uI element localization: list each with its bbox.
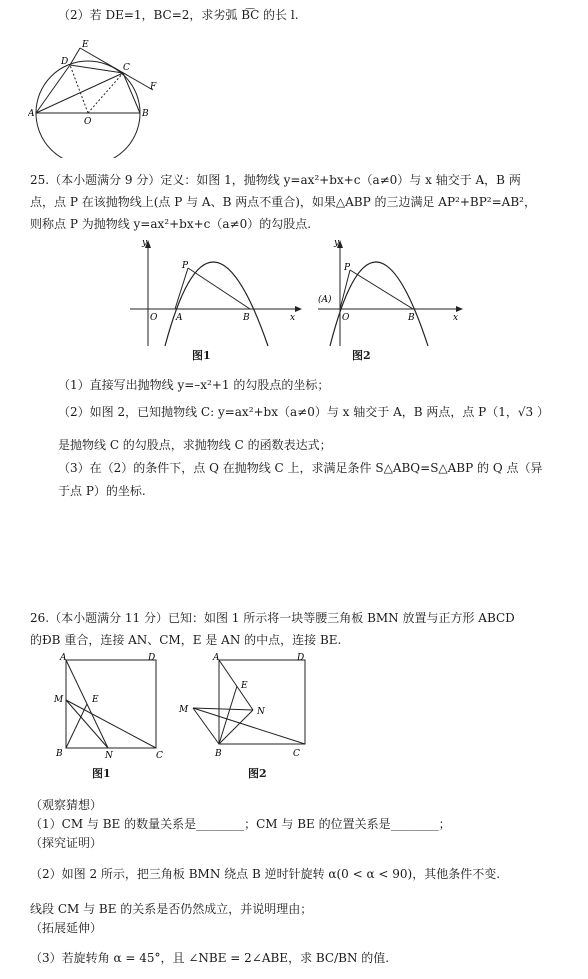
q26-ext-head: （拓展延伸）: [30, 921, 103, 935]
q25-figure-1-caption: 图1: [192, 349, 211, 362]
label-b: B: [142, 109, 149, 119]
label-a: A: [28, 109, 35, 119]
q25-s3-1: （3）在（2）的条件下，点 Q 在抛物线 C 上，求满足条件 S△ABQ=S△ABP 的 Q 点（异: [58, 461, 543, 475]
label-x: x: [290, 313, 296, 323]
label-o: O: [150, 313, 158, 323]
label-a: A: [176, 313, 183, 323]
label-e: E: [82, 40, 89, 50]
q25-figure-2: [318, 238, 468, 348]
circle-figure: [28, 38, 198, 158]
q25-intro-3: 则称点 P 为抛物线 y=ax²+bx+c（a≠0）的勾股点.: [30, 217, 312, 231]
label-f: F: [150, 82, 157, 92]
label-n: N: [257, 707, 265, 717]
label-o: O: [84, 117, 92, 127]
q25-intro-2: 点，点 P 在该抛物线上(点 P 与 A、B 两点不重合)，如果△ABP 的三边满足 AP²+BP²=AB²，: [30, 195, 536, 209]
label-e: E: [92, 695, 99, 705]
label-c: C: [123, 63, 130, 73]
q25-s2-2: 是抛物线 C 的勾股点，求抛物线 C 的函数表达式；: [58, 438, 332, 452]
q26-s2-1: （2）如图 2 所示，把三角板 BMN 绕点 B 逆时针旋转 α(0 < α < 90)，其他条件不变.: [30, 867, 501, 881]
q26-s3: （3）若旋转角 α = 45°，且 ∠NBE = 2∠ABE，求 BC/BN 的值.: [30, 951, 390, 965]
label-d: D: [148, 653, 156, 663]
q25-figure-2-caption: 图2: [352, 349, 371, 362]
label-c: C: [156, 751, 163, 761]
label-c: C: [293, 749, 300, 759]
label-d: D: [297, 653, 305, 663]
q26-figure-1-caption: 图1: [92, 767, 111, 780]
label-b: B: [408, 313, 415, 323]
label-m: M: [179, 705, 189, 715]
q26-s1: （1）CM 与 BE 的数量关系是________；CM 与 BE 的位置关系是________；: [30, 817, 451, 831]
label-a: A: [213, 653, 220, 663]
q26-proof-head: （探究证明）: [30, 836, 103, 850]
label-a: (A): [318, 295, 332, 305]
q25-intro-1: 25.（本小题满分 9 分）定义：如图 1，抛物线 y=ax²+bx+c（a≠0）与 x 轴交于 A，B 两: [30, 173, 521, 187]
label-p: P: [182, 261, 189, 271]
q26-guess-head: （观察猜想）: [30, 798, 103, 812]
label-d: D: [61, 57, 69, 67]
q26-figure-1: [50, 652, 165, 762]
label-b: B: [243, 313, 250, 323]
label-y: y: [334, 238, 340, 248]
q26-intro-1: 26.（本小题满分 11 分）已知：如图 1 所示将一块等腰三角板 BMN 放置与正方形 ABCD: [30, 611, 515, 625]
label-a: A: [60, 653, 67, 663]
label-n: N: [105, 751, 113, 761]
q25-figure-1: [130, 238, 305, 348]
q25-s1: （1）直接写出抛物线 y=–x²+1 的勾股点的坐标；: [58, 378, 330, 392]
q25-s2-1: （2）如图 2，已知抛物线 C: y=ax²+bx（a≠0）与 x 轴交于 A，B 两点，点 P（1，√3 ）: [58, 405, 549, 419]
q26-s2-2: 线段 CM 与 BE 的关系是否仍然成立，并说明理由；: [30, 902, 313, 916]
q26-intro-2: 的ÐB 重合，连接 AN、CM，E 是 AN 的中点，连接 BE.: [30, 633, 342, 647]
q26-figure-2-caption: 图2: [248, 767, 267, 780]
label-x: x: [453, 313, 459, 323]
q26-figure-2: [175, 652, 315, 762]
label-p: P: [344, 263, 351, 273]
label-b: B: [215, 749, 222, 759]
q25-s3-2: 于点 P）的坐标.: [58, 484, 146, 498]
label-b: B: [56, 749, 63, 759]
part-a-q2: （2）若 DE=1，BC=2，求劣弧 B͡C 的长 l.: [58, 8, 299, 22]
label-e: E: [241, 681, 248, 691]
label-y: y: [142, 238, 148, 248]
label-o: O: [342, 313, 350, 323]
label-m: M: [54, 695, 64, 705]
